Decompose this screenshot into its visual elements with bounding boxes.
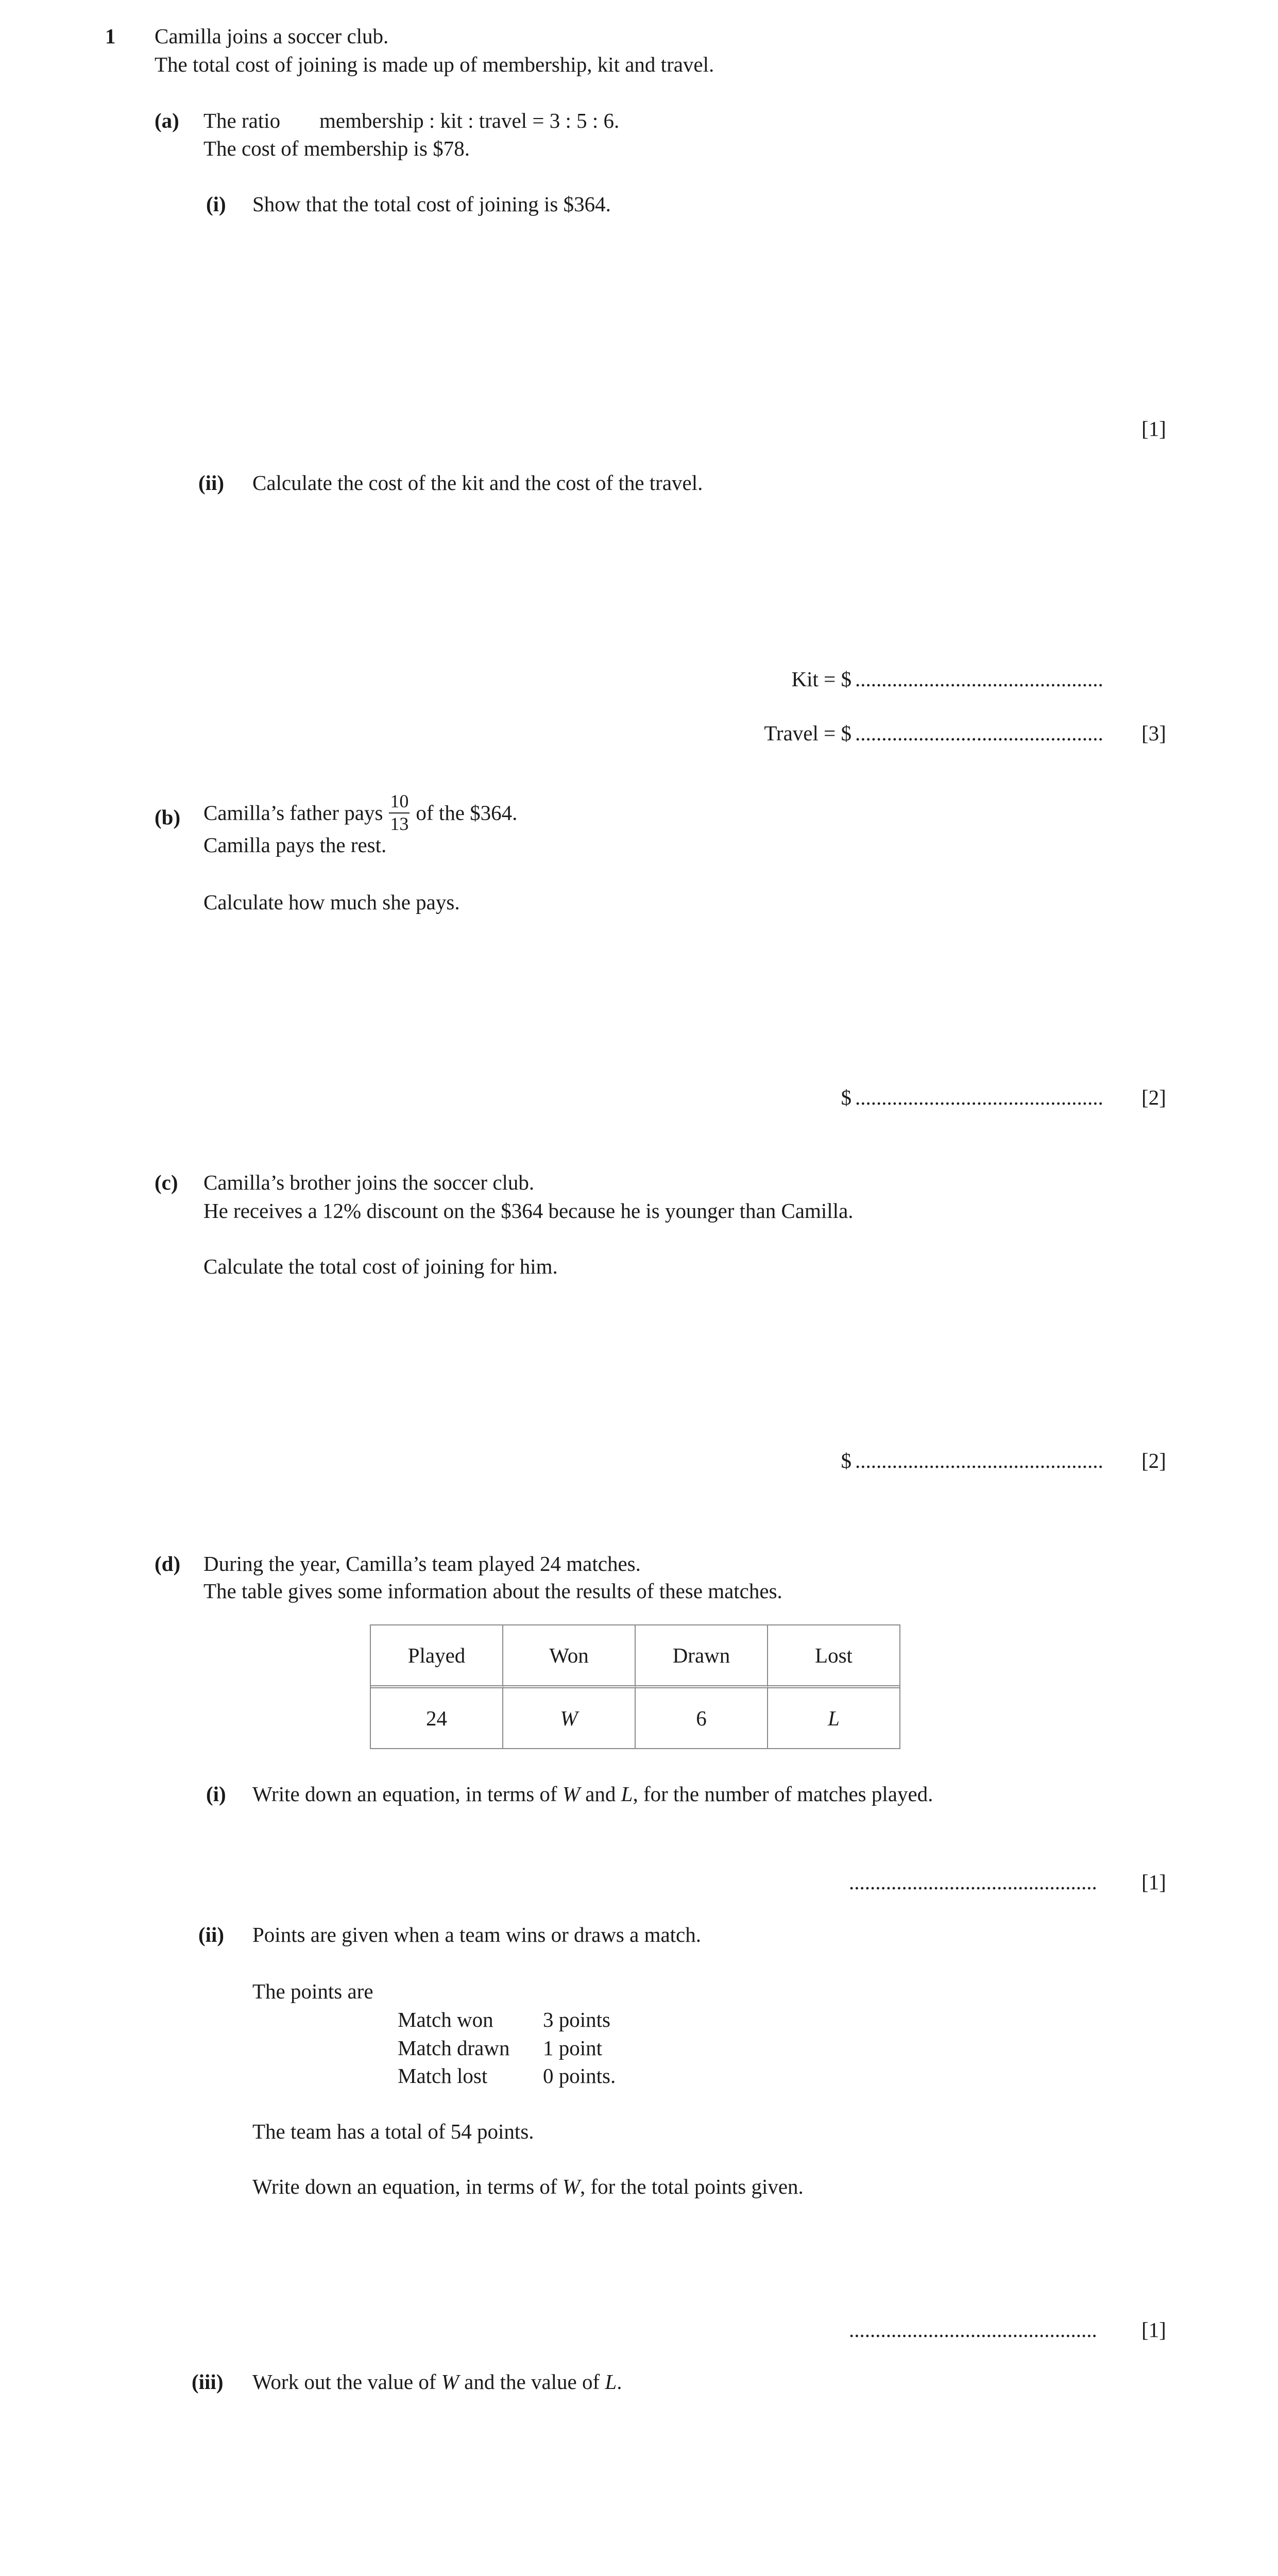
points-value-lost: 0 points. [543,2064,616,2088]
part-b-answer-label: $ [841,1086,851,1109]
part-a-label: (a) [155,109,179,132]
part-d-line-2: The table gives some information about the results of these matches. [203,1579,782,1603]
part-d-iii-text-1: Work out the value of [252,2370,436,2394]
points-result-drawn: Match drawn [398,2036,510,2060]
part-a-ii-text: Calculate the cost of the kit and the cost of the travel. [252,471,703,495]
part-d-iii-end: . [617,2370,622,2394]
question-intro-line-1: Camilla joins a soccer club. [155,24,389,48]
part-b-line-2: Camilla pays the rest. [203,833,387,857]
kit-answer-label: Kit = $ [791,667,851,691]
table-header-lost: Lost [768,1625,899,1688]
part-d-i-answer-field[interactable]: ............................................... [849,1870,1097,1894]
points-result-won: Match won [398,2008,493,2031]
table-header-row [371,1625,899,1688]
points-intro: The points are [252,1979,373,2003]
part-d-iii-label: (iii) [192,2370,224,2394]
part-d-i-and: and [585,1782,616,1806]
part-d-iii-text [252,2371,622,2393]
part-d-ii-marks: [1] [1141,2318,1166,2342]
part-c-answer-label: $ [841,1449,851,1472]
part-a-i-label: (i) [206,192,226,216]
part-a-i-marks: [1] [1141,417,1166,440]
part-d-i-marks: [1] [1141,1870,1166,1894]
part-d-label: (d) [155,1552,181,1575]
part-b-label: (b) [155,805,181,829]
part-c-line-2: He receives a 12% discount on the $364 because he is younger than Camilla. [203,1199,854,1223]
part-b-line-1-post: of the $364. [416,801,518,825]
part-c-label: (c) [155,1171,178,1194]
part-b-line-1-pre: Camilla’s father pays [203,801,383,825]
part-d-ii-task [252,2176,804,2197]
part-a-ii-marks: [3] [1141,721,1166,745]
part-d-ii-task-1: Write down an equation, in terms of [252,2175,557,2198]
variable-w: W [562,2175,580,2198]
question-number: 1 [105,24,116,48]
travel-answer-field[interactable]: ............................................... [855,721,1103,745]
question-intro-line-2: The total cost of joining is made up of membership, kit and travel. [155,53,714,76]
part-d-i-label: (i) [206,1782,226,1806]
table-header-won: Won [503,1625,636,1688]
part-c-line-1: Camilla’s brother joins the soccer club. [203,1171,535,1194]
part-d-ii-label: (ii) [198,1923,225,1946]
part-a-ii-label: (ii) [198,471,225,495]
travel-answer-label: Travel = $ [764,721,851,745]
points-result-lost: Match lost [398,2064,488,2088]
part-c-answer-field[interactable]: ............................................... [855,1449,1103,1472]
table-value-row [371,1688,899,1748]
variable-w: W [441,2370,459,2394]
part-d-ii-task-2: , for the total points given. [580,2175,804,2198]
variable-l: L [605,2370,617,2394]
part-b-line-3: Calculate how much she pays. [203,890,460,914]
points-total: The team has a total of 54 points. [252,2120,534,2143]
points-value-drawn: 1 point [543,2036,603,2060]
part-a-i-text: Show that the total cost of joining is $364. [252,192,611,216]
part-d-ii-text: Points are given when a team wins or draws a match. [252,1923,702,1946]
fraction [389,792,410,834]
part-d-iii-and: and the value of [464,2370,600,2394]
part-c-marks: [2] [1141,1449,1166,1472]
table-header-drawn: Drawn [636,1625,768,1688]
variable-w: W [562,1782,580,1806]
part-a-membership-cost: The cost of membership is $78. [203,137,470,160]
part-d-ii-answer-field[interactable]: ............................................... [849,2318,1097,2342]
kit-answer-field[interactable]: ............................................... [855,667,1103,691]
part-b-marks: [2] [1141,1086,1166,1109]
fraction-numerator: 10 [389,792,410,814]
table-value-played: 24 [371,1688,503,1748]
variable-l: L [621,1782,633,1806]
part-d-i-text-1: Write down an equation, in terms of [252,1782,557,1806]
part-d-i-text-2: , for the number of matches played. [633,1782,933,1806]
part-d-i-text [252,1784,933,1805]
table-value-won: W [503,1688,636,1748]
part-a-ratio: membership : kit : travel = 3 : 5 : 6. [319,109,620,132]
part-b-answer-field[interactable]: ............................................... [855,1086,1103,1109]
part-b-line-1 [203,792,517,834]
table-value-lost: L [828,1706,840,1730]
table-header-played: Played [371,1625,503,1688]
part-a-ratio-prefix: The ratio [203,109,281,132]
table-value-drawn: 6 [636,1688,768,1748]
results-table [370,1624,900,1749]
part-d-line-1: During the year, Camilla’s team played 24 matches. [203,1552,641,1575]
fraction-denominator: 13 [390,813,409,834]
points-value-won: 3 points [543,2008,610,2031]
part-c-line-3: Calculate the total cost of joining for him. [203,1255,558,1278]
